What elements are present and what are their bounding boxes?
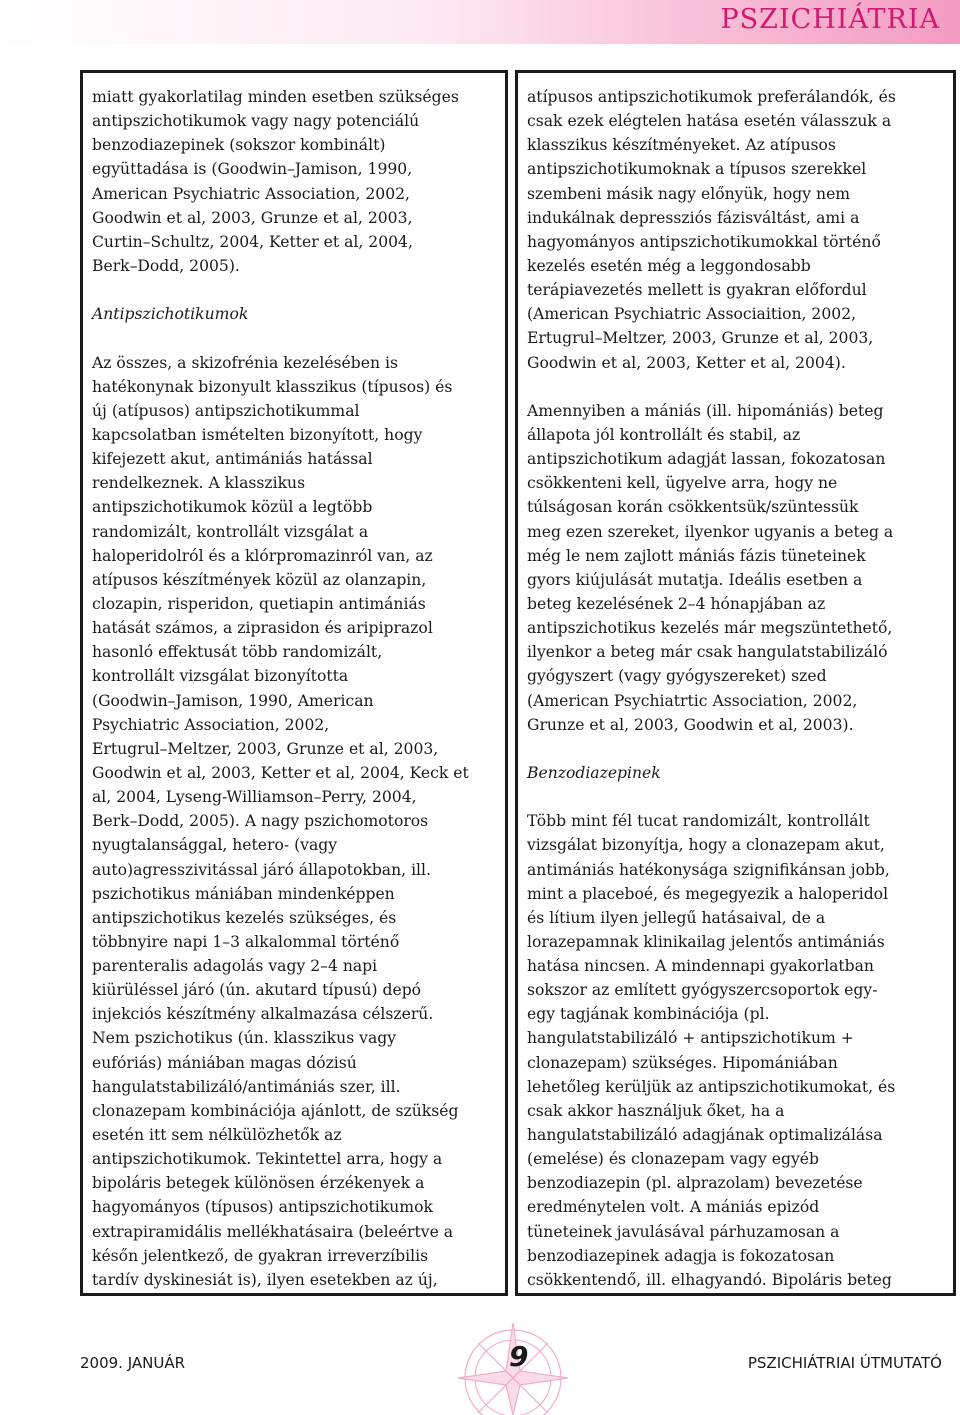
text-line: és lítium ilyen jellegű hatásaival, de a [527, 908, 826, 927]
text-line: együttadása is (Goodwin–Jamison, 1990, [92, 160, 413, 179]
text-line: parenteralis adagolás vagy 2–4 napi [92, 957, 378, 976]
text-line: antipszichotikumoknak a típusos szerekkel [527, 160, 867, 179]
text-line: eredménytelen volt. A mániás epizód [527, 1198, 820, 1217]
text-line: randomizált, kontrollált vizsgálat a [92, 522, 369, 541]
text-line: Ertugrul–Meltzer, 2003, Grunze et al, 2003, [92, 739, 439, 758]
text-line: (emelése) és clonazepam vagy egyéb [527, 1150, 820, 1169]
text-line: miatt gyakorlatilag minden esetben szükséges [92, 88, 459, 106]
text-line: egy tagjának kombinációja (pl. [527, 1005, 770, 1024]
text-line: antipszichotikum adagját lassan, fokozatosan [527, 450, 886, 469]
footer-date: 2009. JANUÁR [80, 1354, 186, 1372]
text-line: pszichotikus mániában mindenképpen [92, 884, 395, 903]
text-line: injekciós készítmény alkalmazása célszerű. [92, 1005, 434, 1024]
text-line: esetén itt sem nélkülözhetők az [92, 1126, 342, 1145]
text-line: Berk–Dodd, 2005). A nagy pszichomotoros [92, 812, 429, 831]
text-line: Berk–Dodd, 2005). [92, 256, 240, 275]
text-line: haloperidolról és a klórpromazinról van, az [92, 546, 433, 565]
text-line: Grunze et al, 2003, Goodwin et al, 2003). [527, 715, 854, 734]
text-line: kontrollált vizsgálat bizonyította [92, 667, 349, 686]
text-line: bipoláris betegek különösen érzékenyek a [92, 1174, 425, 1193]
text-line: meg ezen szereket, ilyenkor ugyanis a beteg a [527, 522, 894, 541]
right-column-text [527, 85, 945, 1292]
text-line: clonazepam) szükséges. Hipomániában [527, 1053, 838, 1072]
text-line: extrapiramidális mellékhatásaira (beleértve a [92, 1222, 454, 1241]
text-line: Goodwin et al, 2003, Ketter et al, 2004). [527, 353, 846, 372]
text-line: antipszichotikus kezelés szükséges, és [92, 908, 397, 927]
text-line: hagyományos antipszichotikumokkal történő [527, 232, 881, 251]
text-line: új (atípusos) antipszichotikummal [92, 401, 360, 420]
text-line: hatékonynak bizonyult klasszikus (típusos) és [92, 377, 453, 396]
text-line: csökkenteni kell, ügyelve arra, hogy ne [527, 474, 838, 493]
paragraph-gap [527, 737, 945, 761]
text-line: csak ezek elégtelen hatása esetén válasszuk a [527, 112, 892, 131]
text-line: Goodwin et al, 2003, Ketter et al, 2004, Keck et [92, 763, 469, 782]
text-line: (American Psychiatric Associaition, 2002, [527, 305, 857, 324]
text-line: ilyenkor a beteg már csak hangulatstabilizáló [527, 643, 888, 662]
text-line: benzodiazepinek (sokszor kombinált) [92, 136, 386, 155]
text-line: Psychiatric Association, 2002, [92, 715, 330, 734]
text-line: hagyományos (típusos) antipszichotikumok [92, 1198, 433, 1217]
text-line: Az összes, a skizofrénia kezelésében is [92, 353, 398, 372]
text-line: még le nem zajlott mániás fázis tüneteinek [527, 546, 866, 565]
text-line: lorazepamnak klinikailag jelentős antimániás [527, 932, 885, 951]
text-line: későn jelentkező, de gyakran irreverzíbilis [92, 1246, 429, 1265]
text-line: szembeni másik nagy előnyük, hogy nem [527, 184, 851, 203]
text-line: atípusos antipszichotikumok preferálandók, és [527, 88, 896, 106]
section-heading: Benzodiazepinek [527, 763, 661, 782]
left-column [80, 70, 508, 1296]
text-line: kiürüléssel járó (ún. akutard típusú) depó [92, 981, 422, 1000]
text-line: kezelés esetén még a leggondosabb [527, 256, 811, 275]
text-line: (Goodwin–Jamison, 1990, American [92, 691, 374, 710]
text-line: hangulatstabilizáló/antimániás szer, ill. [92, 1077, 401, 1096]
text-line: Amennyiben a mániás (ill. hipomániás) beteg [527, 401, 884, 420]
text-line: sokszor az említett gyógyszercsoportok egy- [527, 981, 878, 1000]
text-line: rendelkeznek. A klasszikus [92, 474, 306, 493]
text-line: terápiavezetés mellett is gyakran előfordul [527, 281, 867, 300]
text-line: csökkentendő, ill. elhagyandó. Bipoláris beteg [527, 1270, 892, 1289]
text-line: (American Psychiatrtic Association, 2002, [527, 691, 858, 710]
text-line: csak akkor használjuk őket, ha a [527, 1101, 785, 1120]
text-line: auto)agresszivitással járó állapotokban, ill. [92, 860, 431, 879]
paragraph-gap [92, 278, 497, 302]
text-line: nyugtalansággal, hetero- (vagy [92, 836, 338, 855]
text-line: atípusos készítmények közül az olanzapin, [92, 570, 427, 589]
text-line: American Psychiatric Association, 2002, [92, 184, 411, 203]
text-line: mint a placeboé, és megegyezik a haloperidol [527, 884, 889, 903]
text-line: antimániás hatékonysága szignifikánsan jobb, [527, 860, 890, 879]
text-line: hangulatstabilizáló adagjának optimalizálása [527, 1126, 883, 1145]
text-line: clonazepam kombinációja ajánlott, de szükség [92, 1101, 459, 1120]
text-line: klasszikus készítményeket. Az atípusos [527, 136, 836, 155]
paragraph-gap [92, 326, 497, 350]
text-line: indukálnak depressziós fázisváltást, ami a [527, 208, 860, 227]
text-line: hasonló effektusát több randomizált, [92, 643, 383, 662]
text-line: vizsgálat bizonyítja, hogy a clonazepam akut, [527, 836, 885, 855]
left-column-text [92, 85, 497, 1292]
section-heading: Antipszichotikumok [92, 305, 249, 324]
text-line: kapcsolatban ismételten bizonyított, hogy [92, 425, 423, 444]
text-line: Ertugrul–Meltzer, 2003, Grunze et al, 2003, [527, 329, 874, 348]
footer-publication-title: PSZICHIÁTRIAI ÚTMUTATÓ [747, 1354, 942, 1372]
text-line: clozapin, risperidon, quetiapin antimániás [92, 594, 426, 613]
text-line: hangulatstabilizáló + antipszichotikum + [527, 1029, 854, 1048]
text-line: Goodwin et al, 2003, Grunze et al, 2003, [92, 208, 413, 227]
paragraph-gap [527, 785, 945, 809]
text-line: túlságosan korán csökkentsük/szüntessük [527, 498, 859, 517]
right-column [515, 70, 956, 1296]
section-title: PSZICHIÁTRIA [720, 4, 940, 35]
text-line: többnyire napi 1–3 alkalommal történő [92, 932, 400, 951]
text-line: lehetőleg kerüljük az antipszichotikumokat, és [527, 1077, 896, 1096]
text-line: antipszichotikumok közül a legtöbb [92, 498, 373, 517]
text-line: benzodiazepinek adagja is fokozatosan [527, 1246, 835, 1265]
text-line: beteg kezelésének 2–4 hónapjában az [527, 594, 826, 613]
text-line: gyógyszert (vagy gyógyszereket) szed [527, 667, 827, 686]
text-line: antipszichotikumok. Tekintettel arra, hogy a [92, 1150, 443, 1169]
text-line: Nem pszichotikus (ún. klasszikus vagy [92, 1029, 397, 1048]
text-line: benzodiazepin (pl. alprazolam) bevezetése [527, 1174, 863, 1193]
text-line: tardív dyskinesiát is), ilyen esetekben az új, [92, 1270, 438, 1289]
page-number: 9 [509, 1340, 529, 1373]
text-line: antipszichotikus kezelés már megszüntethető, [527, 619, 893, 638]
text-line: antipszichotikumok vagy nagy potenciálú [92, 112, 420, 131]
text-line: állapota jól kontrollált és stabil, az [527, 425, 801, 444]
text-line: Több mint fél tucat randomizált, kontrollált [527, 812, 870, 831]
text-line: tüneteinek javulásával párhuzamosan a [527, 1222, 840, 1241]
text-line: gyors kiújulását mutatja. Ideális esetben a [527, 570, 863, 589]
text-line: kifejezett akut, antimániás hatással [92, 450, 373, 469]
text-line: hatása nincsen. A mindennapi gyakorlatban [527, 957, 874, 976]
text-line: hatását számos, a ziprasidon és aripiprazol [92, 619, 433, 638]
paragraph-gap [527, 375, 945, 399]
text-line: eufóriás) mániában magas dózisú [92, 1053, 357, 1072]
text-line: Curtin–Schultz, 2004, Ketter et al, 2004, [92, 232, 413, 251]
text-line: al, 2004, Lyseng-Williamson–Perry, 2004, [92, 788, 417, 807]
